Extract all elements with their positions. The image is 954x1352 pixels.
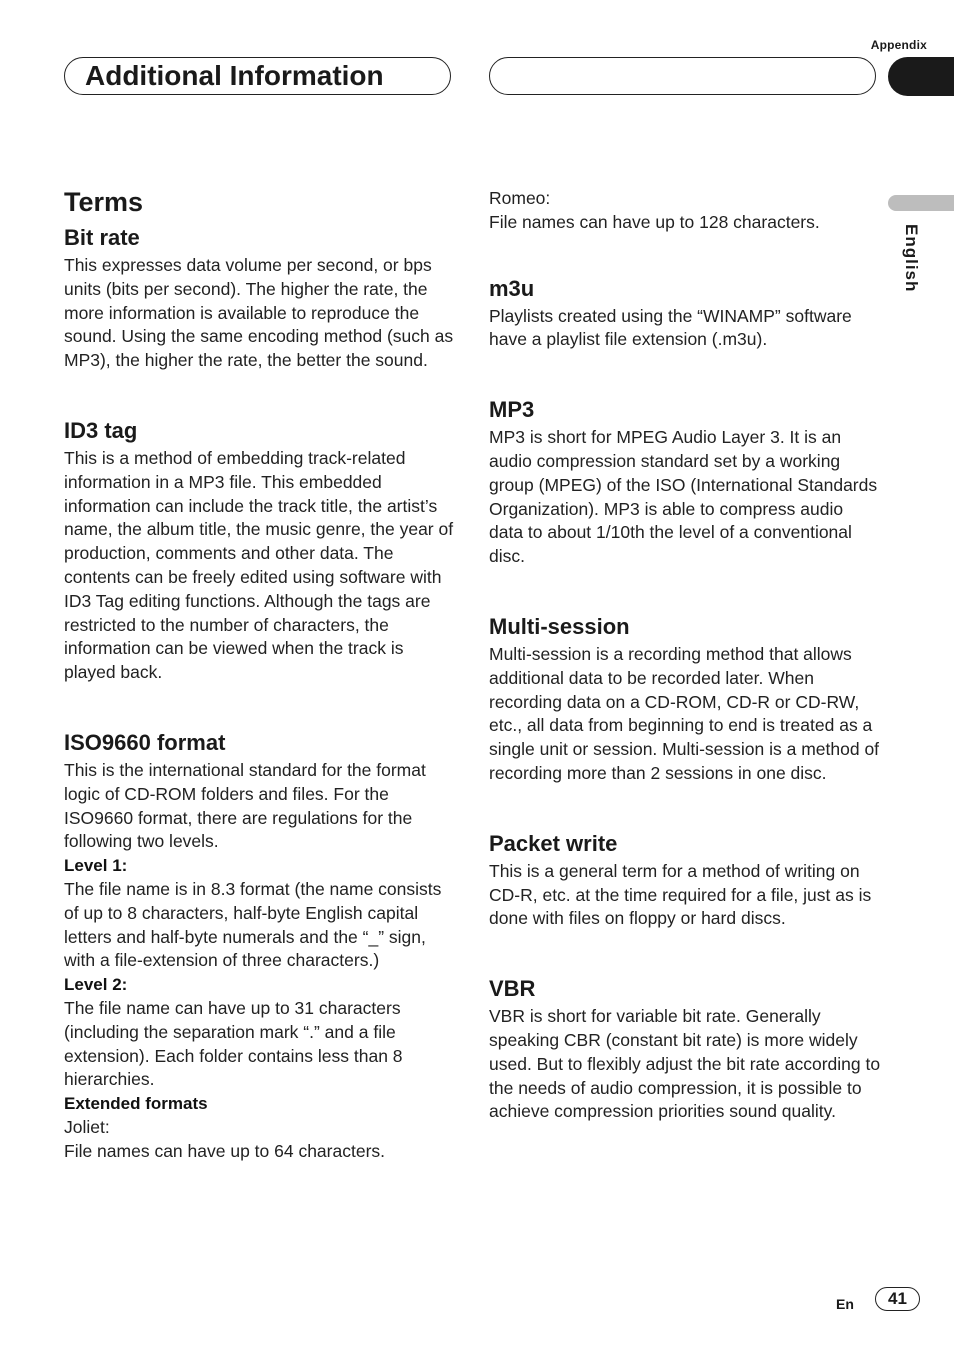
section-title: Additional Information [85,60,384,91]
section-header [64,57,451,95]
side-language-label: English [902,224,921,293]
term-title: VBR [489,976,536,1002]
term-title: ID3 tag [64,417,138,443]
term-text: MP3 is short for MPEG Audio Layer 3. It is an audio compression standard set by a working group (MPEG) of the ISO (International Standards Organization). MP3 is able to compress audio data to about 1/10th the level of a conventional disc. [489,427,878,567]
term-text: Playlists created using the “WINAMP” software have a playlist file extension (.m3u). [489,305,852,350]
right-column [489,187,881,1124]
level2-text: The file name can have up to 31 characters (including the separation mark “.” and a file extension). Each folder contains less than 8 hierarchies. [64,997,403,1090]
term-title: Packet write [489,830,618,856]
romeo-text: File names can have up to 128 characters. [489,211,820,232]
level1-label: Level 1: [64,856,128,876]
level2-label: Level 2: [64,975,128,995]
term-text: This is a method of embedding track-related information in a MP3 file. This embedded information can include the track title, the artist’s name, the album title, the music genre, the year of production, comments and other data. The contents can be freely edited using software with ID3 Tag editing functions. Although the tags are restricted to the number of characters, the information can be viewed when the track is played back. [64,447,454,683]
term-packet-write [489,830,881,931]
term-title: ISO9660 format [64,729,226,755]
term-title: MP3 [489,397,535,423]
page-number: 41 [875,1287,920,1311]
term-bit-rate [64,224,456,373]
term-title: Multi-session [489,613,630,639]
footer-language: En [836,1296,854,1312]
joliet-text: File names can have up to 64 characters. [64,1140,386,1161]
level1-text: The file name is in 8.3 format (the name consists of up to 8 characters, half-byte English capital letters and half-byte numerals and the “_” sign, with a file-extension of three characters.) [64,878,442,971]
header-empty-pill [489,57,876,95]
term-text: Multi-session is a recording method that allows additional data to be recorded later. When recording data on a CD-ROM, CD-R or CD-RW, etc., all data from beginning to end is treated as a single unit or session. Multi-session is a method of recording more than 2 sessions in one disc. [489,643,880,783]
term-title: Bit rate [64,225,140,250]
term-mp3 [489,396,881,569]
term-iso9660 [64,729,456,1164]
term-title: m3u [489,275,535,301]
term-text: This is a general term for a method of writing on CD-R, etc. at the time required for a file, just as is done with files on floppy or hard discs. [489,860,872,929]
term-m3u [489,275,881,353]
term-multi-session [489,613,881,786]
page-heading: Terms [64,187,144,217]
romeo-label: Romeo: [489,188,551,208]
chapter-tab [888,57,954,96]
joliet-label: Joliet: [64,1116,110,1137]
left-column [64,184,456,1164]
appendix-label: Appendix [870,38,927,52]
term-text: This expresses data volume per second, or bps units (bits per second). The higher the rate, the more information is available to reproduce the sound. Using the same encoding method (such as MP3), the higher the rate, the better the sound. [64,255,454,371]
language-tab [888,195,954,211]
term-id3-tag [64,417,456,685]
extended-formats-label: Extended formats [64,1094,208,1114]
term-vbr [489,975,881,1124]
term-text: VBR is short for variable bit rate. Generally speaking CBR (constant bit rate) is more widely used. But to flexibly adjust the bit rate according to the needs of audio compression, it is possible to achieve compression priorities sound quality. [489,1006,881,1122]
term-text: This is the international standard for the format logic of CD-ROM folders and files. For the ISO9660 format, there are regulations for the following two levels. [64,759,426,852]
